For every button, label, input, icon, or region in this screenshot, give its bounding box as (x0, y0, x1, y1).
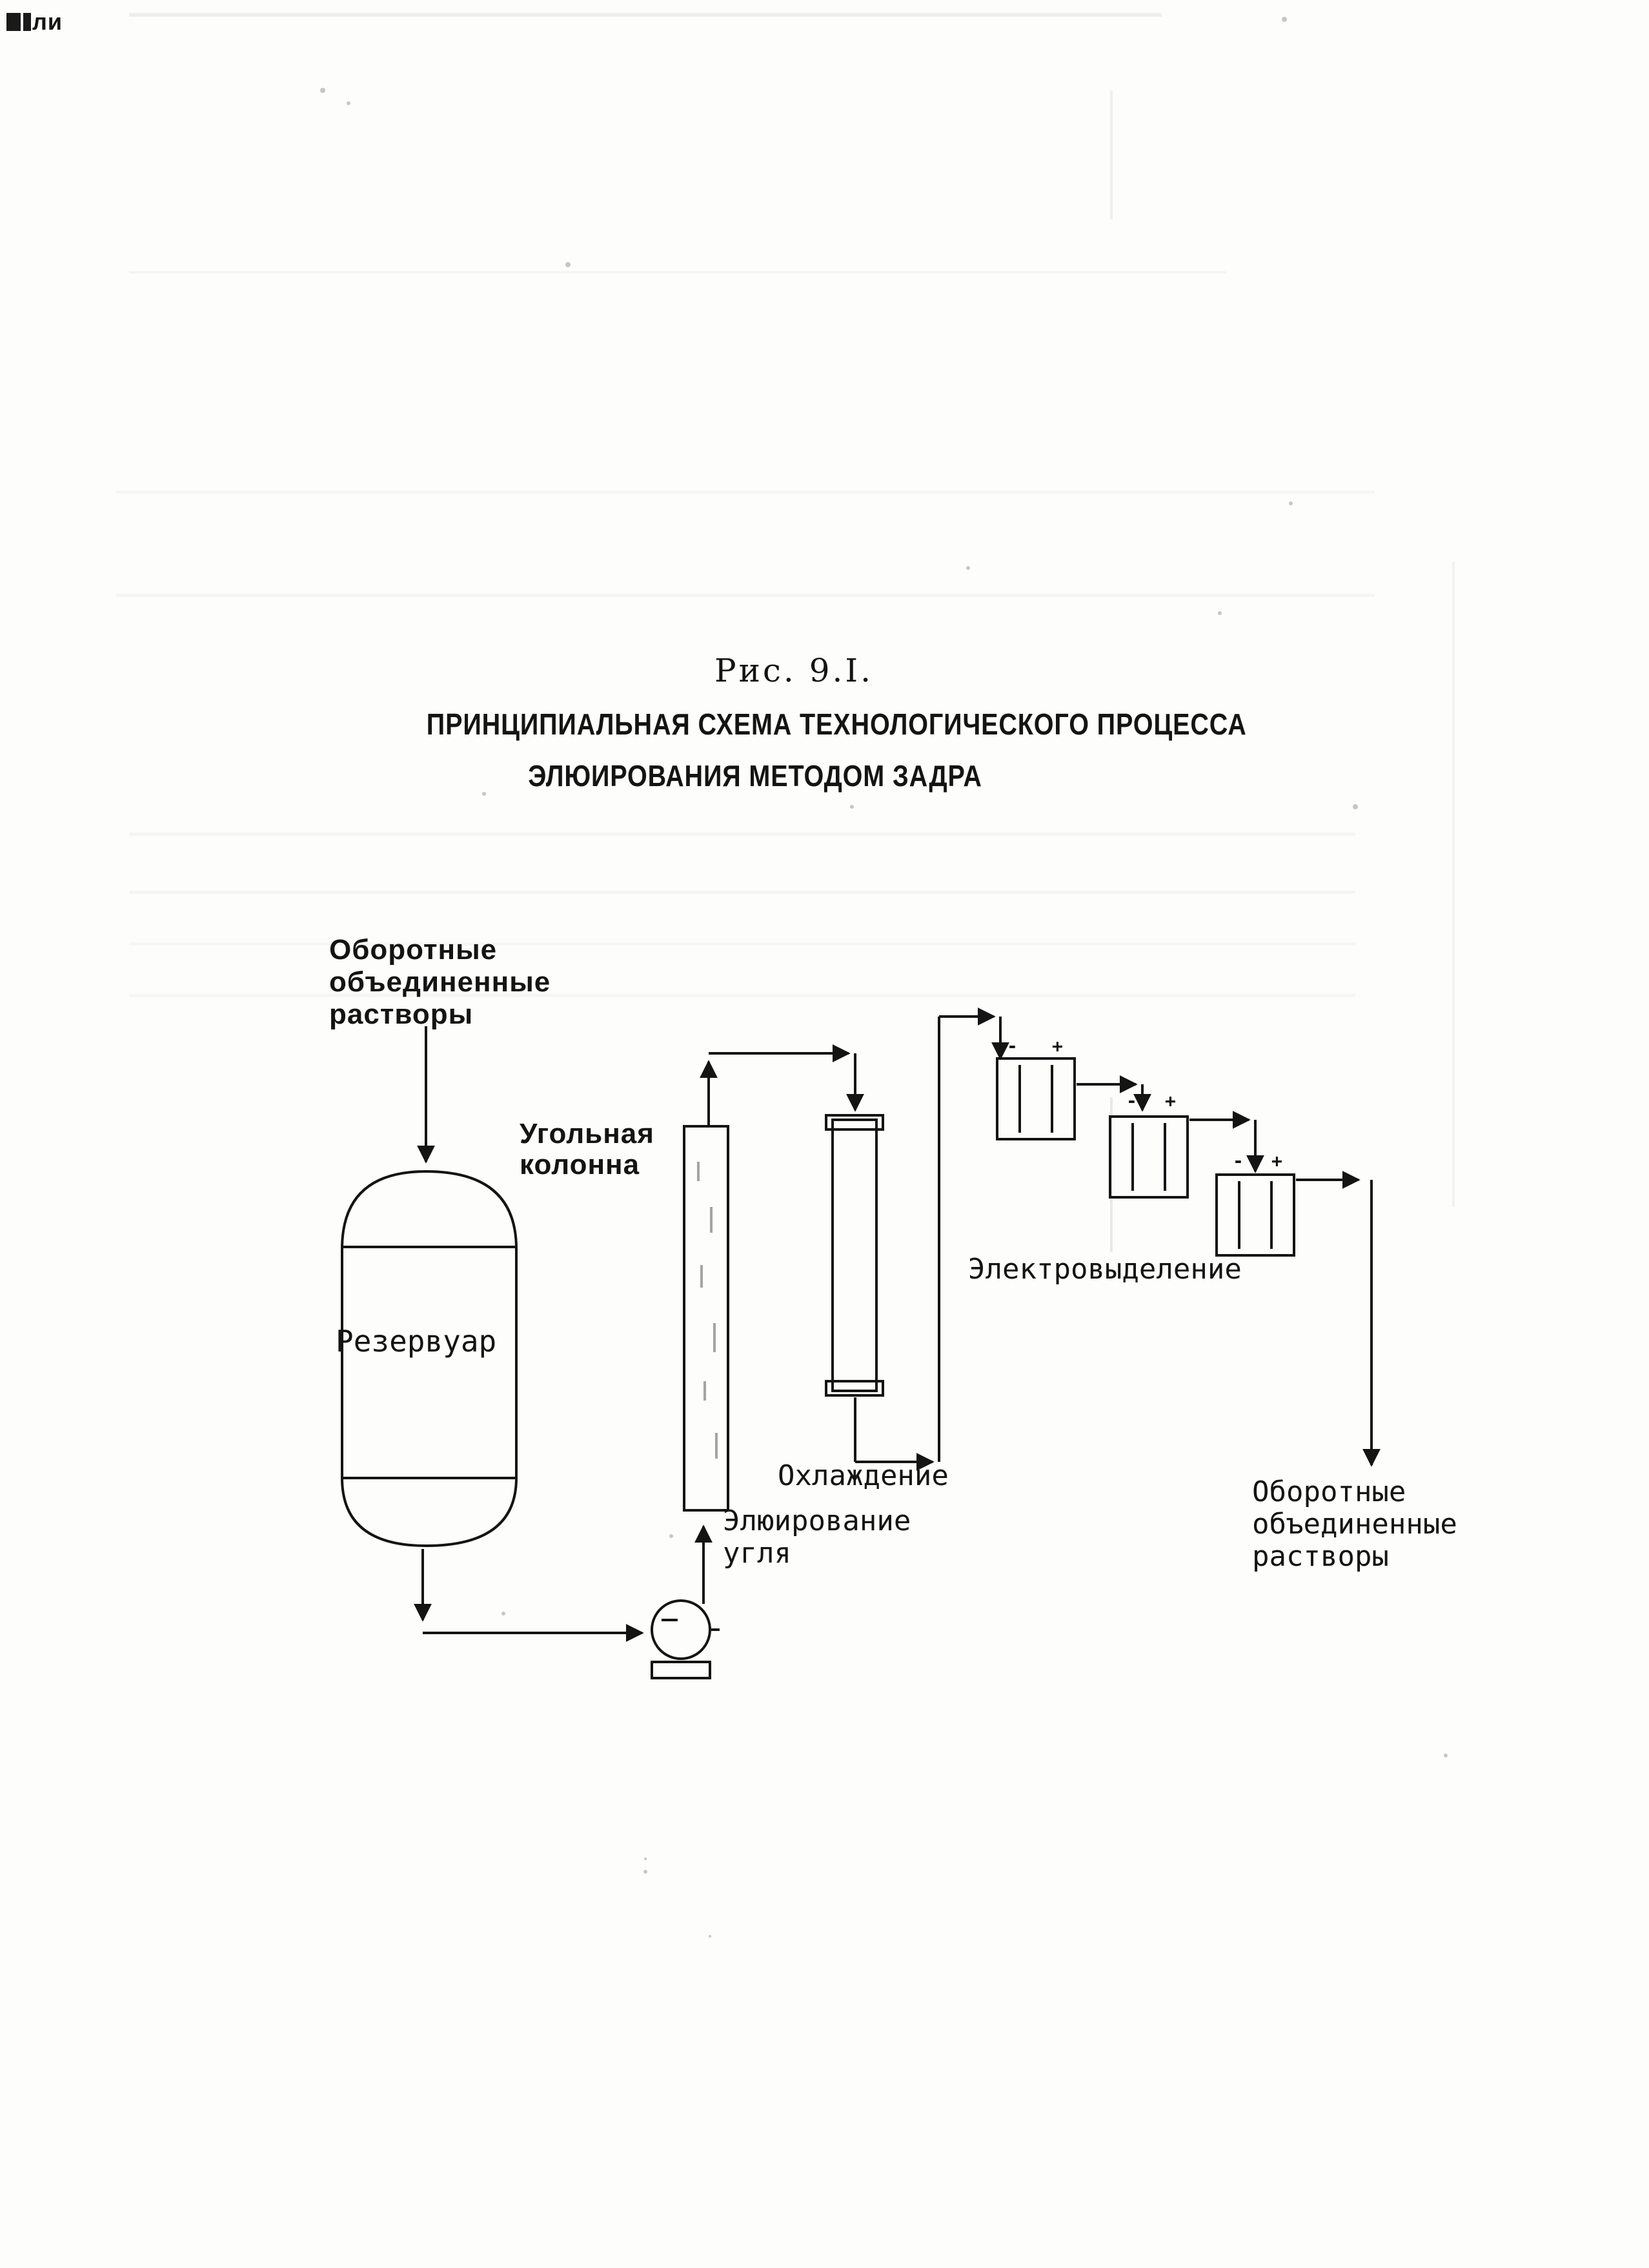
label-inflow (329, 936, 551, 1033)
cell-2-plus-sign: + (1165, 1090, 1176, 1111)
cooler-cap-bottom (826, 1381, 883, 1395)
cell-3-plus-sign: + (1271, 1150, 1282, 1171)
pump (652, 1601, 710, 1659)
figure-title-line-1: ПРИНЦИПИАЛЬНАЯ СХЕМА ТЕХНОЛОГИЧЕСКОГО ПРОЦЕССА (426, 707, 1247, 741)
label-carbon-column (520, 1120, 654, 1182)
label-electrowinning: Электровыделение (968, 1253, 1242, 1286)
cell-1-plus-sign: + (1052, 1035, 1063, 1057)
label-inflow-line-3: растворы (329, 998, 474, 1030)
label-outflow-line-1: Оборотные (1252, 1475, 1406, 1508)
cooler-cap-top (826, 1115, 883, 1129)
cell-3-minus-sign: - (1233, 1150, 1244, 1171)
cell-2-minus-sign: - (1126, 1090, 1137, 1111)
label-elution-line-2: угля (723, 1537, 791, 1570)
label-elution-line-1: Элюирование (723, 1504, 911, 1537)
label-reservoir: Резервуар (336, 1324, 497, 1359)
reservoir-tank (342, 1171, 516, 1546)
electro-cell-2 (1110, 1117, 1188, 1197)
label-cooling: Охлаждение (778, 1459, 949, 1492)
label-inflow-line-1: Оборотные (329, 934, 498, 966)
label-outflow (1252, 1475, 1457, 1575)
pump-base (652, 1662, 710, 1678)
figure-number: Рис. 9.I. (714, 652, 874, 689)
cell-1-minus-sign: - (1007, 1035, 1018, 1057)
cooler (833, 1120, 876, 1391)
label-outflow-line-2: объединенные (1252, 1508, 1457, 1541)
label-inflow-line-2: объединенные (329, 966, 551, 998)
electro-cell-3 (1217, 1175, 1294, 1255)
label-carbon-column-line-2: колонна (520, 1149, 640, 1180)
figure-title-line-2: ЭЛЮИРОВАНИЯ МЕТОДОМ ЗАДРА (528, 759, 982, 793)
label-elution (723, 1504, 911, 1572)
carbon-column (684, 1126, 728, 1510)
label-carbon-column-line-1: Угольная (520, 1118, 654, 1149)
label-outflow-line-3: растворы (1252, 1540, 1389, 1573)
electro-cell-1 (997, 1058, 1075, 1139)
header-fragment: ли (32, 8, 63, 35)
